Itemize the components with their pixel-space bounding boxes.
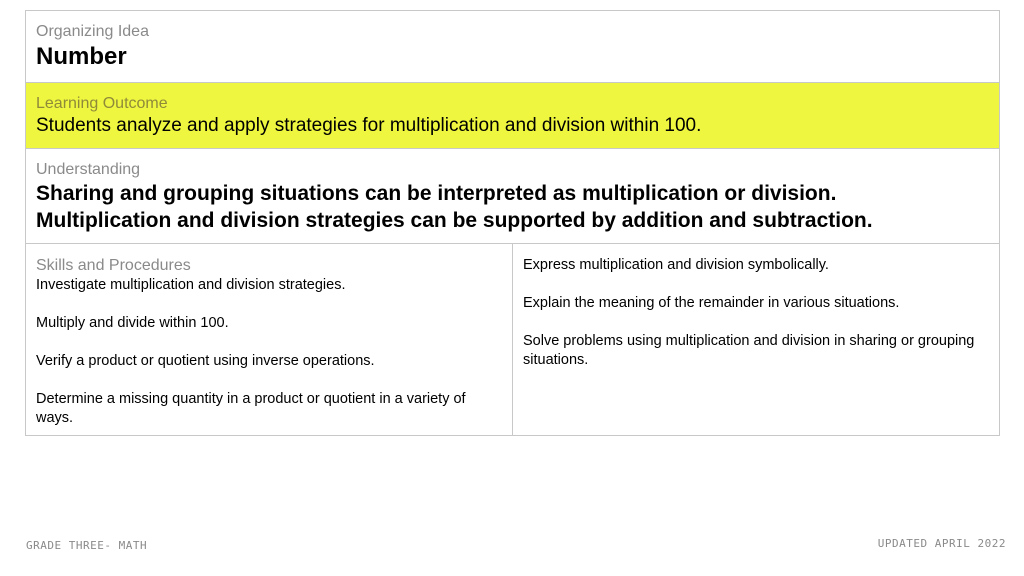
skill-item: Multiply and divide within 100. xyxy=(36,315,229,331)
skills-left-column xyxy=(26,244,513,435)
learning-outcome-value: Students analyze and apply strategies for multiplication and division within 100. xyxy=(36,115,702,136)
skill-item: Explain the meaning of the remainder in various situations. xyxy=(523,295,900,311)
understanding-section xyxy=(26,149,999,244)
learning-outcome-section xyxy=(26,83,999,149)
skill-item: Determine a missing quantity in a product or quotient in a variety of ways. xyxy=(36,391,466,426)
understanding-statements xyxy=(36,180,989,234)
skills-label: Skills and Procedures xyxy=(36,257,191,274)
skill-item: Express multiplication and division symbolically. xyxy=(523,257,829,273)
understanding-line: Multiplication and division strategies can be supported by addition and subtraction. xyxy=(36,209,873,232)
footer-updated-label: UPDATED APRIL 2022 xyxy=(877,537,1006,550)
organizing-idea-section xyxy=(26,11,999,83)
skill-item: Solve problems using multiplication and division in sharing or grouping situations. xyxy=(523,333,975,368)
learning-outcome-label: Learning Outcome xyxy=(36,95,168,112)
organizing-idea-value: Number xyxy=(36,43,127,70)
skills-section xyxy=(26,244,999,435)
understanding-line: Sharing and grouping situations can be interpreted as multiplication or division. xyxy=(36,182,837,205)
footer-grade-label: GRADE THREE- MATH xyxy=(26,539,148,552)
skill-item: Verify a product or quotient using inverse operations. xyxy=(36,353,375,369)
skill-item: Investigate multiplication and division strategies. xyxy=(36,277,346,293)
understanding-label: Understanding xyxy=(36,161,141,178)
skills-right-column xyxy=(513,244,999,435)
outcome-table xyxy=(25,10,1000,436)
organizing-idea-label: Organizing Idea xyxy=(36,23,149,40)
